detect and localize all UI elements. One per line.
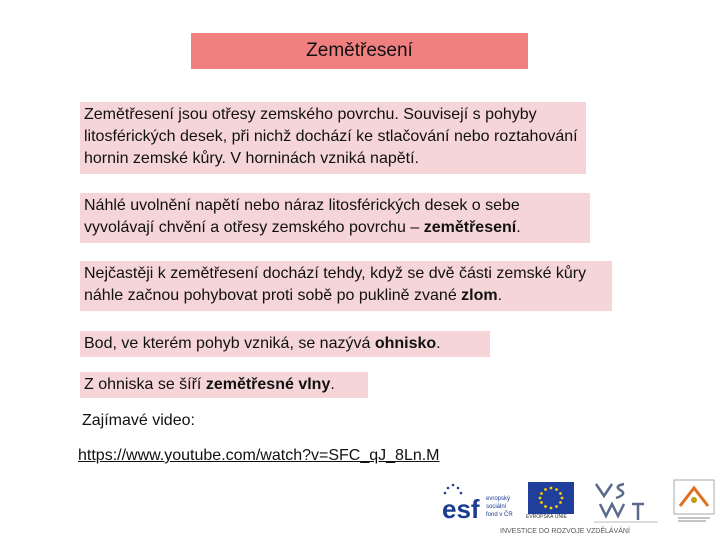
op-vk-logo	[670, 478, 718, 524]
term-zemetreseni: zemětřesení	[423, 219, 517, 236]
paragraph-waves	[80, 372, 368, 398]
paragraph-cause	[80, 193, 590, 243]
slide-title-box	[191, 33, 528, 69]
eu-caption: EVROPSKÁ UNIE	[526, 514, 567, 520]
svg-text:sociální: sociální	[486, 504, 507, 510]
term-ohnisko: ohnisko	[374, 335, 437, 352]
paragraph-focus-text: Bod, ve kterém pohyb vzniká, se nazývá	[84, 335, 375, 352]
term-zemetresne-vlny: zemětřesné vlny	[205, 376, 331, 393]
esf-logo	[440, 482, 522, 524]
paragraph-fault	[80, 261, 612, 311]
slide-title: Zemětřesení	[306, 40, 413, 61]
svg-text:esf: esf	[442, 494, 480, 524]
footer-logos	[438, 478, 720, 540]
svg-text:evropský: evropský	[486, 496, 511, 502]
paragraph-fault-text: Nejčastěji k zemětřesení dochází tehdy, když se dvě části zemské kůry náhle začnou pohybovat proti sobě po puklině zvané	[84, 265, 587, 304]
paragraph-cause-text: Náhlé uvolnění napětí nebo náraz litosférických desek o sebe vyvolávají chvění a otřesy zemského povrchu –	[84, 197, 520, 236]
paragraph-cause-end: .	[516, 219, 521, 236]
paragraph-definition-text: Zemětřesení jsou otřesy zemského povrchu. Souvisejí s pohyby litosférických desek, při nichž dochází ke stlačování nebo roztahování hornin zemské kůry. V horninách vzniká napětí.	[84, 106, 578, 167]
footer-tagline: INVESTICE DO ROZVOJE VZDĚLÁVÁNÍ	[500, 528, 630, 535]
paragraph-definition	[80, 102, 586, 174]
paragraph-focus-end: .	[436, 335, 441, 352]
video-label: Zajímavé video:	[82, 412, 195, 429]
msmt-logo	[590, 480, 662, 524]
term-zlom: zlom	[461, 287, 498, 304]
video-link[interactable]: https://www.youtube.com/watch?v=SFC_qJ_8Ln.M	[78, 447, 440, 464]
paragraph-focus	[80, 331, 490, 357]
paragraph-waves-text: Z ohniska se šíří	[84, 376, 206, 393]
paragraph-fault-end: .	[497, 287, 503, 304]
paragraph-waves-end: .	[330, 376, 335, 393]
svg-text:fond v ČR: fond v ČR	[486, 512, 513, 518]
